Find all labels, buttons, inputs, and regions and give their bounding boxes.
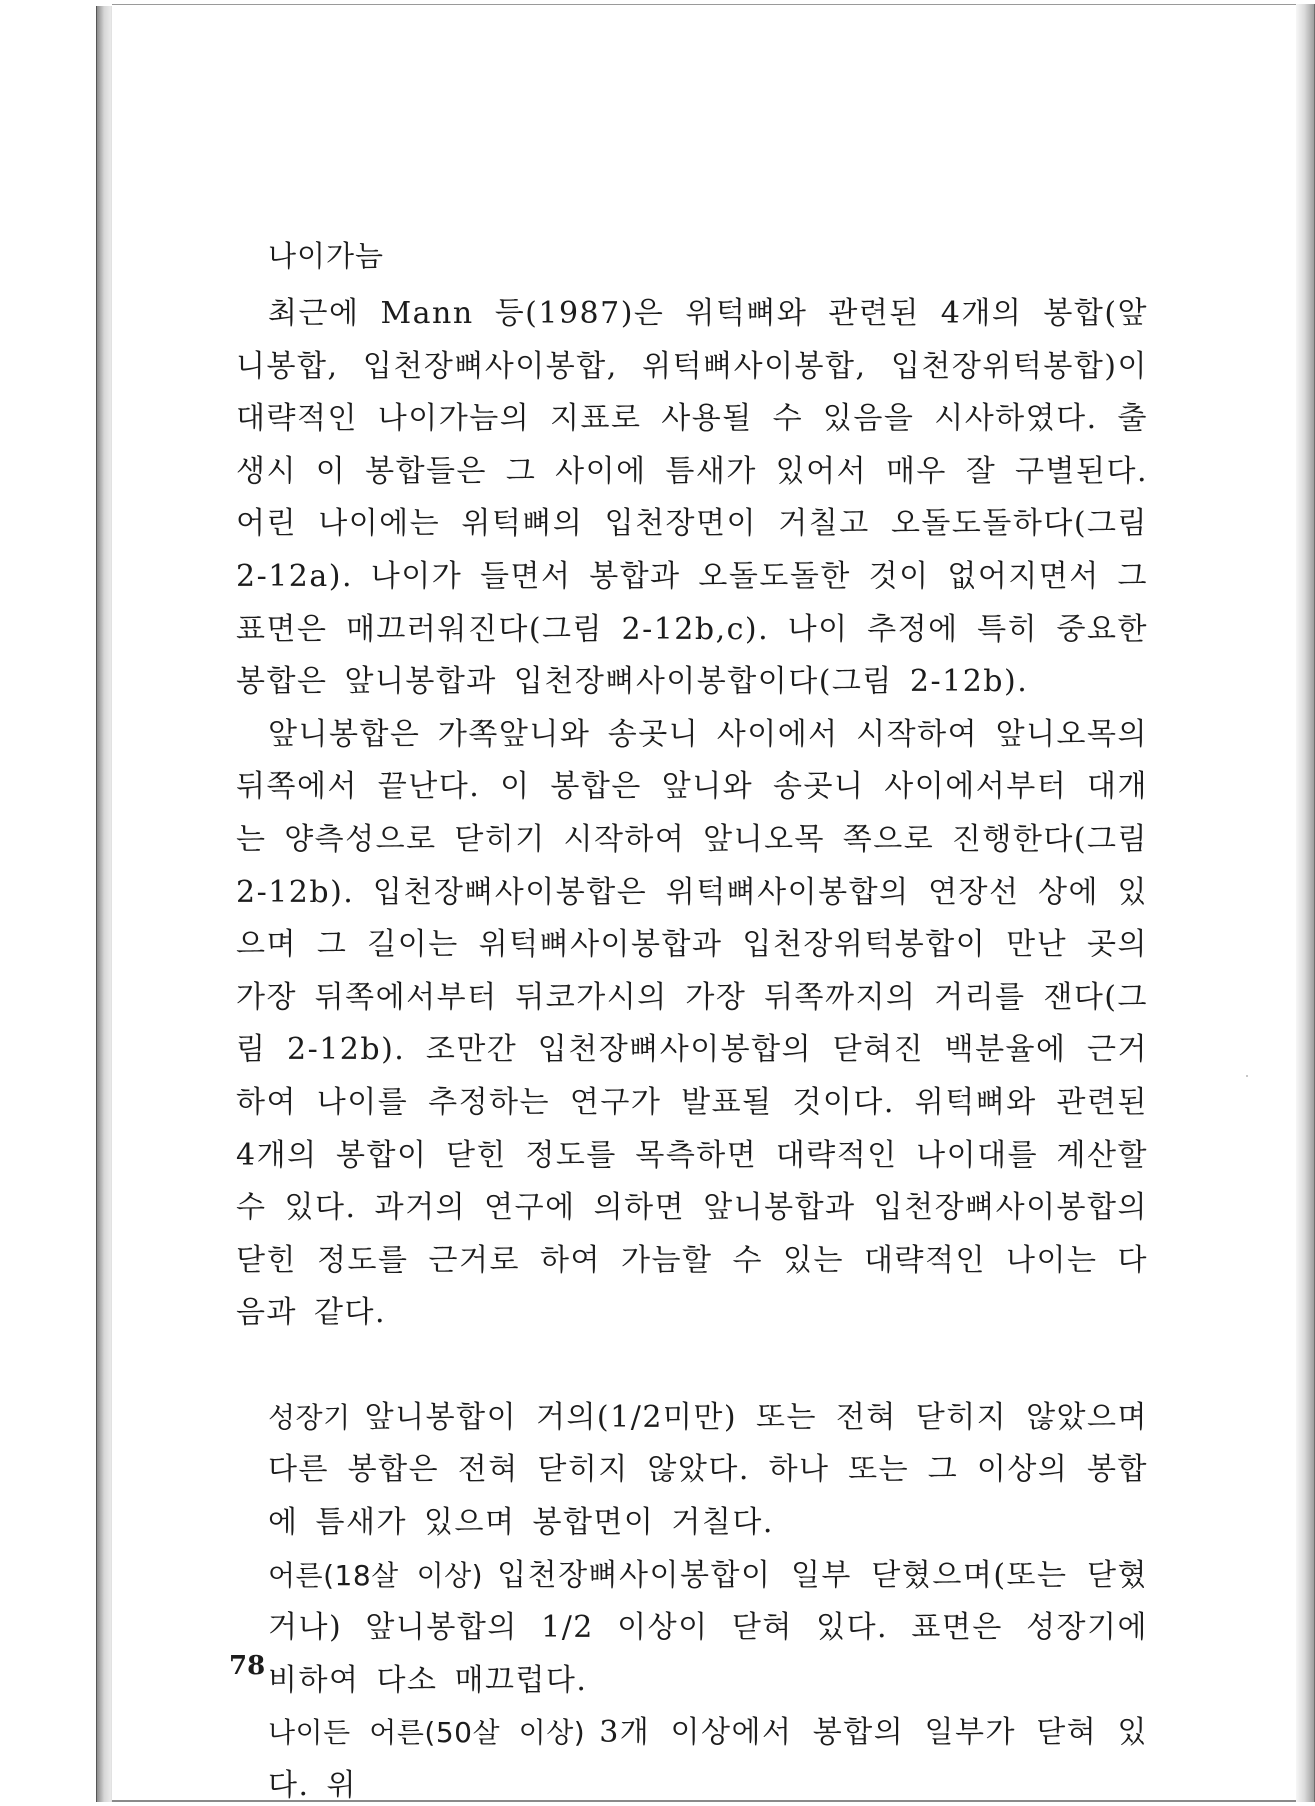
age-stage-description: 앞니봉합이 거의(1/2미만) 또는 전혀 닫히지 않았으며 다른 봉합은 전혀 닫히지 않았다. 하나 또는 그 이상의 봉합에 틈새가 있으며 봉합면이 거칠다.: [268, 1399, 1148, 1541]
page-content: [236, 230, 1148, 1806]
page-number: 78: [229, 1651, 266, 1681]
age-stage-description: 입천장뼈사이봉합이 일부 닫혔으며(또는 닫혔거나) 앞니봉합의 1/2 이상이 닫혀 있다. 표면은 성장기에 비하여 다소 매끄럽다.: [268, 1557, 1148, 1698]
age-stage-list: [268, 1392, 1148, 1806]
age-stage-term: 어른(18살 이상): [268, 1558, 484, 1592]
age-stage-item-adult: [268, 1550, 1148, 1708]
section-heading: 나이가늠: [268, 239, 385, 273]
body-paragraph-1: 최근에 Mann 등(1987)은 위턱뼈와 관련된 4개의 봉합(앞니봉합, 입천장뼈사이봉합, 위턱뼈사이봉합, 입천장위턱봉합)이 대략적인 나이가늠의 지표로 사용될 수 있음을 시사하였다. 출생시 이 봉합들은 그 사이에 틈새가 있어서 매우 잘 구별된다. 어린 나이에는 위턱뼈의 입천장면이 거칠고 오돌도돌하다(그림 2-12a). 나이가 들면서 봉합과 오돌도돌한 것이 없어지면서 그 표면은 매끄러워진다(그림 2-12b,c). 나이 추정에 특히 중요한 봉합은 앞니봉합과 입천장뼈사이봉합이다(그림 2-12b).: [236, 296, 1148, 700]
paragraph-gap: [236, 1340, 1148, 1392]
age-stage-term: 성장기: [268, 1400, 351, 1434]
scan-speck: [1246, 1075, 1248, 1077]
page-fore-edge: [1296, 4, 1315, 1802]
age-stage-item-growth: [268, 1392, 1148, 1550]
age-stage-description: 3개 이상에서 봉합의 일부가 닫혀 있다. 위: [268, 1715, 1148, 1804]
body-paragraph-2: 앞니봉합은 가쪽앞니와 송곳니 사이에서 시작하여 앞니오목의 뒤쪽에서 끝난다. 이 봉합은 앞니와 송곳니 사이에서부터 대개는 양측성으로 닫히기 시작하여 앞니오목 쪽으로 진행한다(그림 2-12b). 입천장뼈사이봉합은 위턱뼈사이봉합의 연장선 상에 있으며 그 길이는 위턱뼈사이봉합과 입천장위턱봉합이 만난 곳의 가장 뒤쪽에서부터 뒤코가시의 가장 뒤쪽까지의 거리를 잰다(그림 2-12b). 조만간 입천장뼈사이봉합의 닫혀진 백분율에 근거하여 나이를 추정하는 연구가 발표될 것이다. 위턱뼈와 관련된 4개의 봉합이 닫힌 정도를 목측하면 대략적인 나이대를 계산할 수 있다. 과거의 연구에 의하면 앞니봉합과 입천장뼈사이봉합의 닫힌 정도를 근거로 하여 가늠할 수 있는 대략적인 나이는 다음과 같다.: [236, 716, 1148, 1331]
age-stage-term: 나이든 어른(50살 이상): [268, 1716, 586, 1750]
age-stage-item-older-adult: [268, 1707, 1148, 1806]
